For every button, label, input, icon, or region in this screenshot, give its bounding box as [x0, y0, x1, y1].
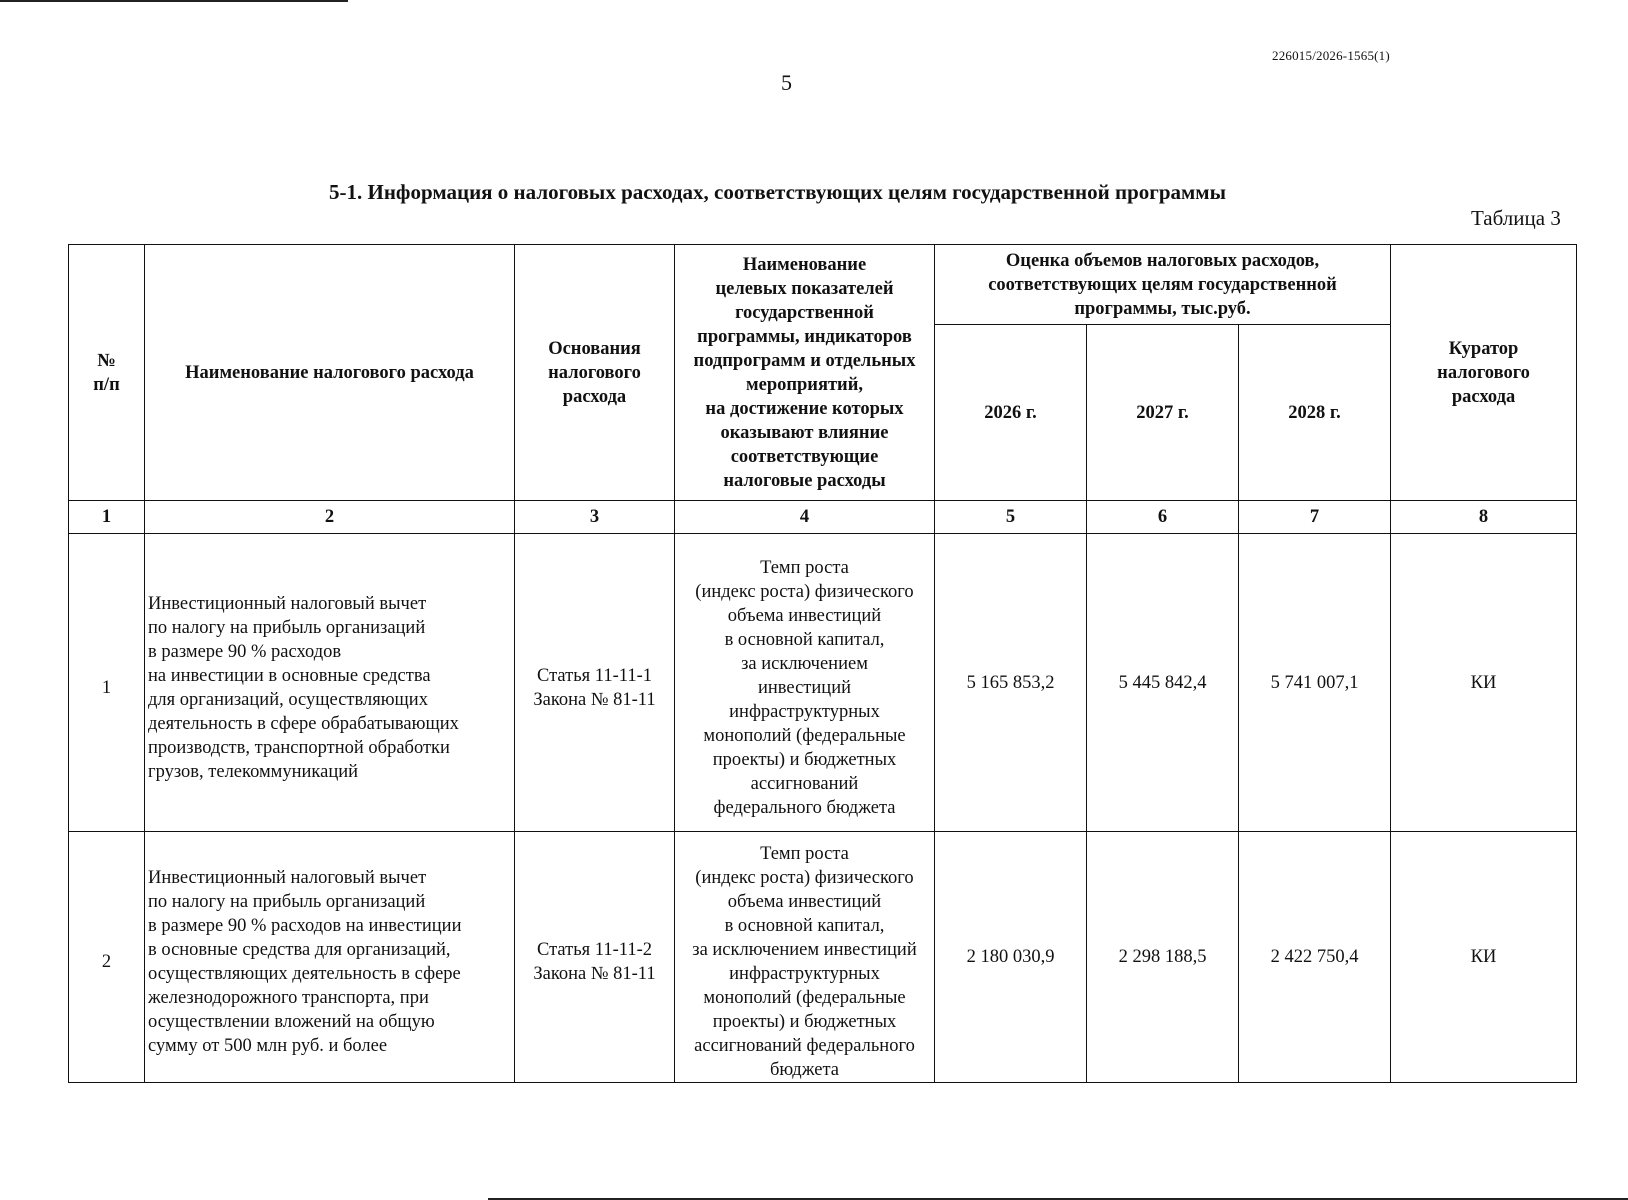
value-2027: 5 445 842,4 [1087, 534, 1239, 832]
document-id: 226015/2026-1565(1) [1272, 48, 1390, 63]
scan-edge-line-top [0, 0, 348, 2]
header-row-1 [69, 245, 1577, 325]
row-number: 2 [69, 832, 145, 1083]
table-row [69, 534, 1577, 832]
table-label: Таблица 3 [1471, 206, 1561, 230]
row-number: 1 [69, 534, 145, 832]
curator: КИ [1391, 534, 1577, 832]
column-number: 6 [1087, 501, 1239, 534]
value-2026: 5 165 853,2 [935, 534, 1087, 832]
section-title: 5-1. Информация о налоговых расходах, соответствующих целям государственной программы [329, 180, 1227, 204]
column-number: 5 [935, 501, 1087, 534]
target-indicator: Темп роста (индекс роста) физического объема инвестиций в основной капитал, за исключением инвестиций инфраструктурных монополий (федеральные проекты) и бюджетных ассигнований федерального бюджета [675, 534, 935, 832]
tax-expenditure-name: Инвестиционный налоговый вычет по налогу на прибыль организаций в размере 90 % расходов на инвестиции в основные средства для организаций, осуществляющих деятельность в сфере обрабатывающих производств, транспортной обработки грузов, телекоммуникаций [145, 534, 515, 832]
header-year-2026: 2026 г. [935, 325, 1087, 501]
header-col-estimate: Оценка объемов налоговых расходов, соответствующих целям государственной программы, тыс.руб. [935, 245, 1391, 325]
header-year-2028: 2028 г. [1239, 325, 1391, 501]
tax-expenditure-name: Инвестиционный налоговый вычет по налогу на прибыль организаций в размере 90 % расходов на инвестиции в основные средства для организаций, осуществляющих деятельность в сфере железнодорожного транспорта, при осуществлении вложений на общую сумму от 500 млн руб. и более [145, 832, 515, 1083]
value-2028: 2 422 750,4 [1239, 832, 1391, 1083]
header-col-indicators: Наименование целевых показателей государственной программы, индикаторов подпрограмм и отдельных мероприятий, на достижение которых оказывают влияние соответствующие налоговые расходы [675, 245, 935, 501]
column-number: 2 [145, 501, 515, 534]
column-number: 7 [1239, 501, 1391, 534]
header-col-name: Наименование налогового расхода [145, 245, 515, 501]
page-number: 5 [781, 70, 792, 95]
table-row [69, 832, 1577, 1083]
header-col-num: № п/п [69, 245, 145, 501]
value-2027: 2 298 188,5 [1087, 832, 1239, 1083]
value-2028: 5 741 007,1 [1239, 534, 1391, 832]
column-number: 8 [1391, 501, 1577, 534]
column-number: 4 [675, 501, 935, 534]
column-number-row [69, 501, 1577, 534]
tax-expenditure-table [68, 244, 1577, 1083]
header-year-2027: 2027 г. [1087, 325, 1239, 501]
curator: КИ [1391, 832, 1577, 1083]
value-2026: 2 180 030,9 [935, 832, 1087, 1083]
header-col-basis: Основания налогового расхода [515, 245, 675, 501]
header-col-curator: Куратор налогового расхода [1391, 245, 1577, 501]
tax-expenditure-basis: Статья 11-11-1 Закона № 81-11 [515, 534, 675, 832]
tax-expenditure-basis: Статья 11-11-2 Закона № 81-11 [515, 832, 675, 1083]
column-number: 1 [69, 501, 145, 534]
column-number: 3 [515, 501, 675, 534]
target-indicator: Темп роста (индекс роста) физического объема инвестиций в основной капитал, за исключением инвестиций инфраструктурных монополий (федеральные проекты) и бюджетных ассигнований федерального бюджета [675, 832, 935, 1083]
